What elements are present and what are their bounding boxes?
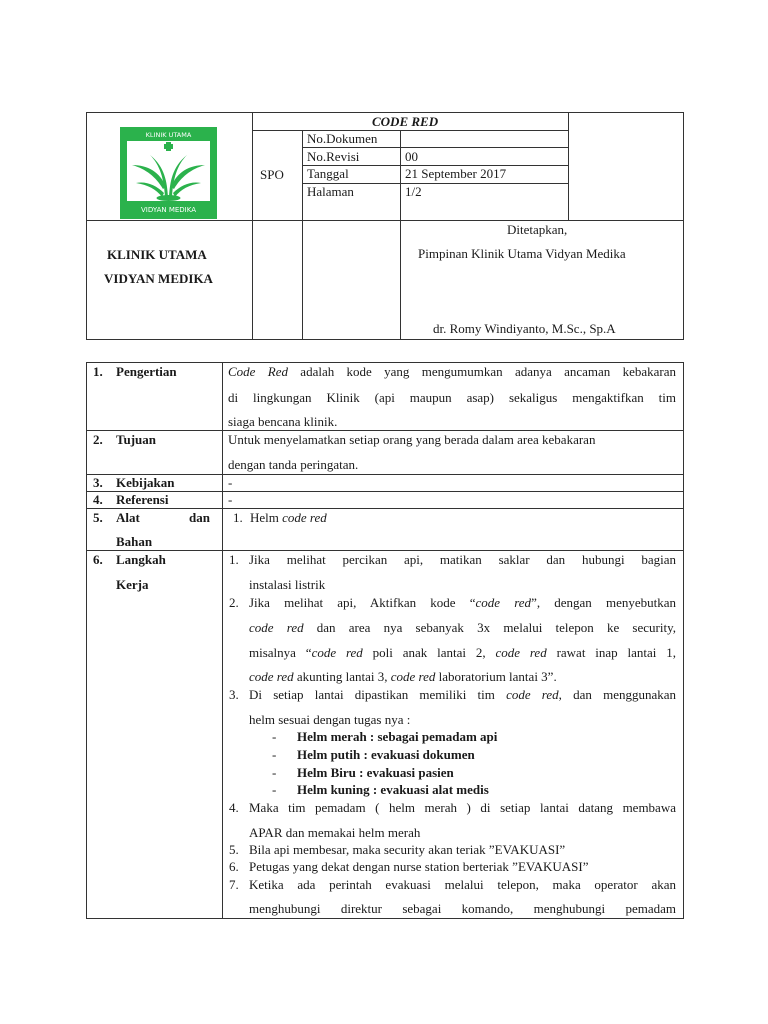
step-3-l1a: Di setiap lantai dipastikan memiliki tim — [249, 687, 507, 702]
pimpinan-text: Pimpinan Klinik Utama Vidyan Medika — [418, 246, 626, 261]
field-value-no-revisi: 00 — [405, 149, 418, 164]
field-label-tanggal: Tanggal — [307, 166, 349, 181]
step-2-line1 — [249, 595, 676, 611]
section-num-kebijakan: 3. — [93, 475, 103, 490]
helmet-item-kuning: Helm kuning : evakuasi alat medis — [297, 782, 489, 797]
step-2-l4d: laboratorium lantai 3”. — [435, 669, 557, 684]
step-2-l3e: rawat inap lantai 1, — [546, 645, 677, 660]
pengertian-line1-rest: adalah kode yang mengumumkan adanya ancaman kebakaran — [287, 364, 677, 379]
pengertian-line2: di lingkungan Klinik (api maupun asap) sekaligus mengaktifkan tim — [228, 390, 676, 405]
step-7-num: 7. — [229, 877, 239, 892]
section-label-kerja: Kerja — [116, 577, 149, 592]
step-2-l2a: code red — [249, 620, 304, 635]
step-3-l1c: , dan menggunakan — [558, 687, 676, 702]
step-2-line4 — [249, 669, 557, 685]
section-label-tujuan: Tujuan — [116, 432, 156, 447]
step-3-num: 3. — [229, 687, 239, 702]
clinic-name-line1: KLINIK UTAMA — [107, 247, 207, 262]
field-value-tanggal: 21 September 2017 — [405, 166, 507, 181]
document-title: CODE RED — [372, 114, 439, 129]
step-2-l4c: code red — [390, 669, 436, 684]
field-label-halaman: Halaman — [307, 184, 354, 199]
clinic-name-line2: VIDYAN MEDIKA — [104, 271, 213, 286]
section-num-tujuan: 2. — [93, 432, 103, 447]
step-1-line1: Jika melihat percikan api, matikan saklar dan hubungi bagian — [249, 552, 676, 567]
step-2-line2 — [249, 620, 676, 636]
section-num-langkah: 6. — [93, 552, 103, 567]
step-2-line3 — [249, 645, 676, 661]
alat-item-num: 1. — [233, 510, 243, 525]
ditetapkan-text: Ditetapkan, — [507, 222, 568, 237]
spo-label: SPO — [260, 167, 284, 182]
kebijakan-value: - — [228, 475, 233, 490]
alat-item-helm: Helm — [250, 510, 283, 525]
step-2-l3c: poli anak lantai 2, — [362, 645, 496, 660]
field-value-halaman: 1/2 — [405, 184, 422, 199]
step-2-num: 2. — [229, 595, 239, 610]
logo-top-text: KLINIK UTAMA — [145, 131, 192, 139]
step-3-l1b: code red — [506, 687, 559, 702]
helmet-dash: - — [272, 747, 277, 762]
section-label-bahan: Bahan — [116, 534, 153, 549]
helmet-item-merah: Helm merah : sebagai pemadam api — [297, 729, 498, 744]
step-2-l2b: dan area nya sebanyak 3x melalui telepon ke security, — [303, 620, 676, 635]
step-2-l3d: code red — [495, 645, 547, 660]
clinic-logo-graphic — [120, 127, 217, 219]
tujuan-line2: dengan tanda peringatan. — [228, 457, 359, 472]
helmet-dash: - — [272, 729, 277, 744]
section-num-referensi: 4. — [93, 492, 103, 507]
helmet-item-biru: Helm Biru : evakuasi pasien — [297, 765, 454, 780]
step-7-line2: menghubungi direktur sebagai komando, menghubungi pemadam — [249, 901, 676, 916]
step-6-line1: Petugas yang dekat dengan nurse station berteriak ”EVAKUASI” — [249, 859, 589, 874]
clinic-logo — [120, 127, 217, 219]
section-num-alat: 5. — [93, 510, 103, 525]
alat-item-text — [250, 510, 327, 526]
step-3-line1 — [249, 687, 676, 703]
signer-name: dr. Romy Windiyanto, M.Sc., Sp.A — [433, 321, 616, 336]
pengertian-code-red: Code Red — [228, 364, 288, 379]
step-1-num: 1. — [229, 552, 239, 567]
section-label-langkah: Langkah — [116, 552, 166, 567]
section-label-referensi: Referensi — [116, 492, 169, 507]
referensi-value: - — [228, 492, 233, 507]
step-5-line1: Bila api membesar, maka security akan teriak ”EVAKUASI” — [249, 842, 566, 857]
step-1-line2: instalasi listrik — [249, 577, 326, 592]
field-label-no-dokumen: No.Dokumen — [307, 131, 378, 146]
pengertian-line1 — [228, 364, 676, 380]
helmet-item-putih: Helm putih : evakuasi dokumen — [297, 747, 475, 762]
helmet-dash: - — [272, 782, 277, 797]
step-2-l3a: misalnya “ — [249, 645, 312, 660]
step-6-num: 6. — [229, 859, 239, 874]
step-4-line1: Maka tim pemadam ( helm merah ) di setiap lantai datang membawa — [249, 800, 676, 815]
section-label-alat: Alat — [116, 510, 140, 525]
step-3-line2: helm sesuai dengan tugas nya : — [249, 712, 411, 727]
step-4-num: 4. — [229, 800, 239, 815]
step-2-l1c: ”, dengan menyebutkan — [531, 595, 677, 610]
tujuan-line1: Untuk menyelamatkan setiap orang yang berada dalam area kebakaran — [228, 432, 596, 447]
pengertian-line3: siaga bencana klinik. — [228, 414, 338, 429]
step-5-num: 5. — [229, 842, 239, 857]
alat-item-code-red: code red — [282, 510, 327, 525]
step-2-l4b: akunting lantai 3, — [293, 669, 391, 684]
section-label-dan: dan — [189, 510, 210, 525]
section-label-pengertian: Pengertian — [116, 364, 177, 379]
step-2-l3b: code red — [311, 645, 363, 660]
logo-bottom-text: VIDYAN MEDIKA — [140, 206, 197, 214]
step-2-l4a: code red — [249, 669, 294, 684]
field-label-no-revisi: No.Revisi — [307, 149, 360, 164]
step-4-line2: APAR dan memakai helm merah — [249, 825, 421, 840]
section-label-kebijakan: Kebijakan — [116, 475, 175, 490]
step-7-line1: Ketika ada perintah evakuasi melalui telepon, maka operator akan — [249, 877, 676, 892]
step-2-l1a: Jika melihat api, Aktifkan kode “ — [249, 595, 476, 610]
section-num-pengertian: 1. — [93, 364, 103, 379]
step-2-l1b: code red — [475, 595, 532, 610]
helmet-dash: - — [272, 765, 277, 780]
